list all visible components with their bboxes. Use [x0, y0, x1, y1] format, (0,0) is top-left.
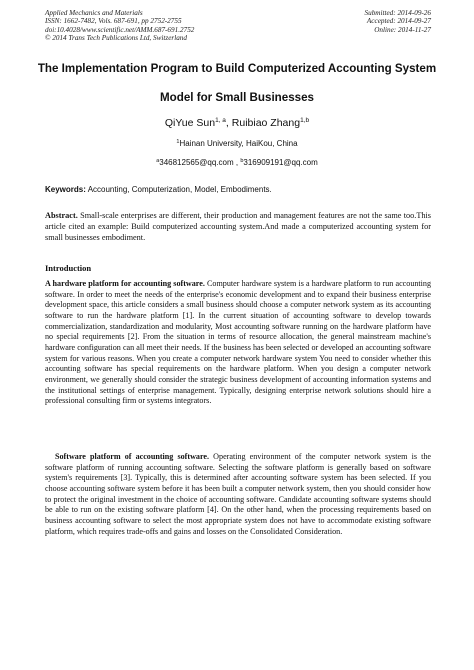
submitted-date: Submitted: 2014-09-26: [364, 9, 431, 17]
issn-line: ISSN: 1662-7482, Vols. 687-691, pp 2752-2755: [45, 17, 182, 26]
abstract: [45, 210, 431, 243]
author-1: QiYue Sun: [164, 117, 216, 129]
journal-header-left: [45, 9, 194, 43]
keywords-label: Keywords:: [45, 185, 86, 194]
email-a-link[interactable]: 346812565@qq.com: [159, 158, 234, 167]
abstract-text: Small-scale enterprises are different, their production and management features are not the same too.This article cited an example: Build computerized accounting system.And made a computerized accounting system for small businesses embodiment.: [45, 211, 431, 242]
online-date: Online: 2014-11-27: [374, 25, 431, 34]
paper-title-line-1: The Implementation Program to Build Computerized Accounting System: [37, 62, 437, 75]
journal-name: Applied Mechanics and Materials: [45, 9, 143, 17]
email-separator: ,: [233, 158, 241, 167]
author-separator: ,: [225, 117, 229, 129]
author-emails: [30, 158, 444, 167]
email-a-mark: a: [156, 158, 160, 164]
author-line: [30, 117, 444, 129]
affiliation-text: Hainan University, HaiKou, China: [179, 139, 298, 148]
author-1-affiliation-mark: 1, a: [215, 117, 226, 124]
keywords-text: Accounting, Computerization, Model, Embodiments.: [87, 185, 272, 194]
abstract-label: Abstract.: [45, 211, 78, 220]
keywords: [45, 185, 437, 194]
accepted-date: Accepted: 2014-09-27: [366, 17, 431, 26]
affiliation-mark: 1: [176, 139, 180, 145]
paper-title-line-2: Model for Small Businesses: [160, 91, 314, 104]
affiliation: [30, 139, 444, 148]
doi-line: doi:10.4028/www.scientific.net/AMM.687-691.2752: [45, 25, 195, 34]
section-heading-introduction: Introduction: [45, 263, 92, 273]
paragraph-2-text: Operating environment of the computer network system is the software platform of running accounting software. Selecting the software platform is generally based on software system's requirements [3]. Typically, this is determined after accounting software system has been selected. If you choose accounting software system before it has been built a computer network system, then you should consider how to protect the original investment in the choice of accounting software. Candidate accounting software systems should be able to run on the existing software platform [4]. On the other hand, when the processing requirements based on business accounting software to select the most appropriate system does not have to accommodate existing software platform, which requires trade-offs and gains and losses on the Consolidated Consideration.: [45, 452, 431, 536]
copyright-line: © 2014 Trans Tech Publications Ltd, Switzerland: [45, 34, 187, 43]
email-b-link[interactable]: 316909191@qq.com: [243, 158, 318, 167]
paragraph-1-lead: A hardware platform for accounting software.: [45, 279, 205, 288]
author-2-affiliation-mark: 1,b: [300, 117, 310, 124]
journal-header-right: [365, 9, 431, 34]
paragraph-2-lead: Software platform of accounting software.: [55, 452, 210, 461]
paragraph-1-text: Computer hardware system is a hardware platform to run accounting software. In order to meet the needs of the enterprise's economic development and to expand their business enterprise development space, this article considers a small business should choose a computer network system as its accounting software to run the hardware platform [1]. In the current situation of accounting software to develop towards commercialization, standardization and modularity, Most accounting software running on the hardware platform have no special requirements [2]. From the situation in terms of resource allocation, the general mainstream machine's hardware configuration can all meet their needs. If the business has been selected or developed an accounting software system for various reasons. When you create a computer network hardware system You need to consider whether this accounting software has special requirements on the hardware platform. When you design a computer network environment, we generally should consider the strategic business development of accounting information systems and the institutional settings of enterprise management. Typically, designing enterprise network solutions should hire a professional consulting firm or systems integrators.: [45, 279, 432, 406]
paragraph-hardware-platform: [45, 279, 431, 407]
paragraph-software-platform: [45, 452, 431, 537]
email-b-mark: b: [240, 158, 244, 164]
author-2: Ruibiao Zhang: [231, 117, 301, 129]
